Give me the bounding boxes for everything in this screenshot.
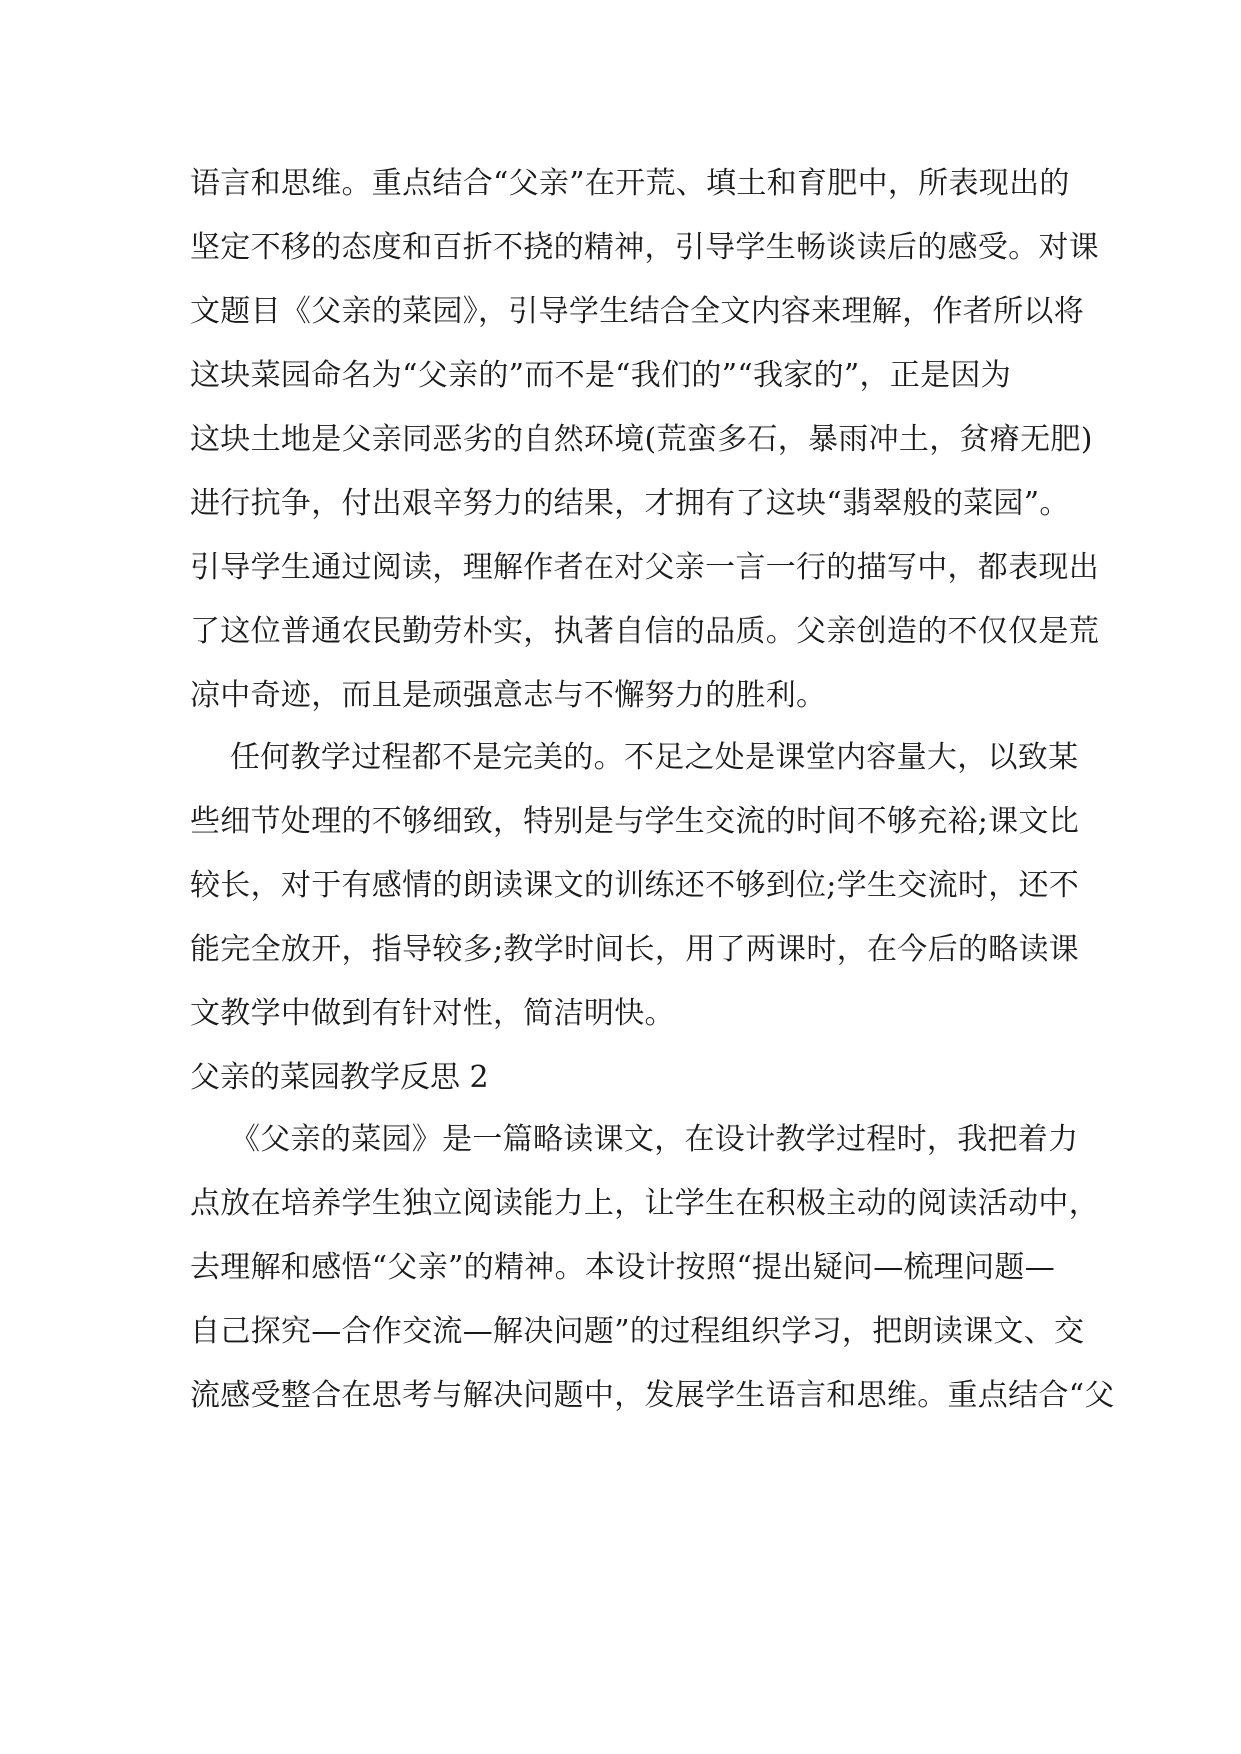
text-line: 了这位普通农民勤劳朴实，执著自信的品质。父亲创造的不仅仅是荒: [190, 614, 1099, 649]
text-line: 能完全放开，指导较多;教学时间长，用了两课时，在今后的略读课: [190, 932, 1080, 967]
text-line: 些细节处理的不够细致，特别是与学生交流的时间不够充裕;课文比: [190, 804, 1080, 839]
paragraph-shortcomings: [190, 726, 1080, 1046]
text-line: 去理解和感悟“父亲”的精神。本设计按照“提出疑问—梳理问题—: [190, 1250, 1056, 1285]
text-line: 凉中奇迹，而且是顽强意志与不懈努力的胜利。: [190, 678, 827, 713]
text-line: 坚定不移的态度和百折不挠的精神，引导学生畅谈读后的感受。对课: [190, 230, 1099, 265]
text-line: 点放在培养学生独立阅读能力上，让学生在积极主动的阅读活动中，: [190, 1186, 1099, 1221]
text-line: 较长，对于有感情的朗读课文的训练还不够到位;学生交流时，还不: [190, 868, 1080, 903]
text-line: 流感受整合在思考与解决问题中，发展学生语言和思维。重点结合“父: [190, 1378, 1115, 1413]
text-line: 语言和思维。重点结合“父亲”在开荒、填土和育肥中，所表现出的: [190, 166, 1070, 201]
text-line: 这块土地是父亲同恶劣的自然环境(荒蛮多石，暴雨冲土，贫瘠无肥): [190, 422, 1093, 457]
paragraph-reflection-2: [190, 1108, 1115, 1428]
text-line: 自己探究—合作交流—解决问题”的过程组织学习，把朗读课文、交: [190, 1314, 1085, 1349]
text-line: 这块菜园命名为“父亲的”而不是“我们的”“我家的”，正是因为: [190, 358, 1012, 393]
text-line: 《父亲的菜园》是一篇略读课文，在设计教学过程时，我把着力: [230, 1122, 1079, 1157]
text-line: 文题目《父亲的菜园》，引导学生结合全文内容来理解，作者所以将: [190, 294, 1084, 329]
text-line: 进行抗争，付出艰辛努力的结果，才拥有了这块“翡翠般的菜园”。: [190, 486, 1070, 521]
paragraph-continued: [190, 152, 1099, 728]
section-heading: 父亲的菜园教学反思 2: [190, 1060, 489, 1095]
text-line: 任何教学过程都不是完美的。不足之处是课堂内容量大，以致某: [230, 740, 1079, 775]
text-line: 文教学中做到有针对性，简洁明快。: [190, 996, 675, 1031]
text-line: 引导学生通过阅读，理解作者在对父亲一言一行的描写中，都表现出: [190, 550, 1099, 585]
